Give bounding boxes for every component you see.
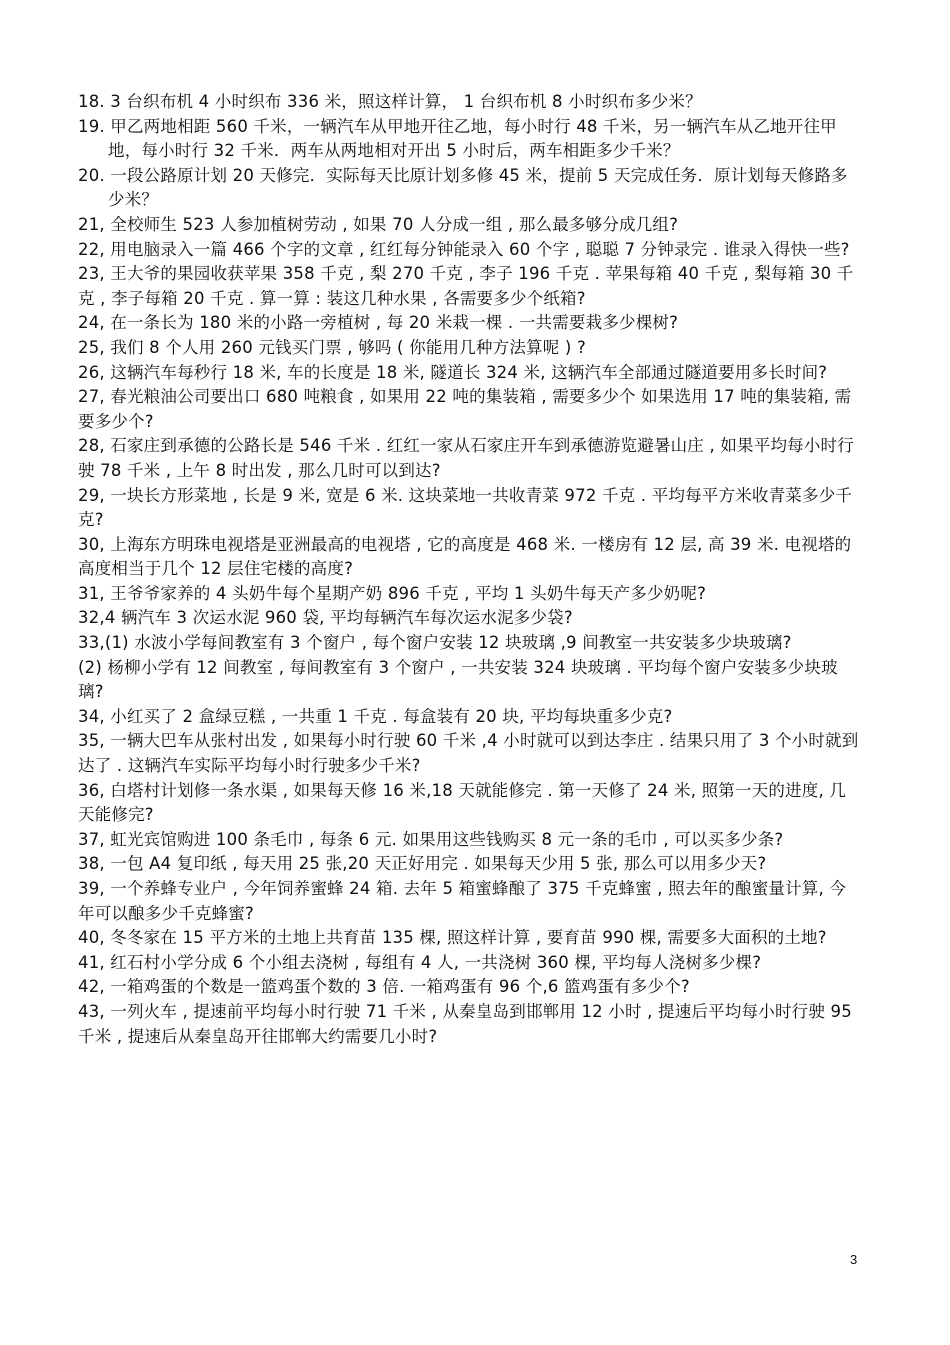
problem-24: 24, 在一条长为 180 米的小路一旁植树 , 每 20 米栽一棵 . 一共需要栽多少棵树? [78,313,679,333]
problem-40: 40, 冬冬家在 15 平方米的土地上共育苗 135 棵, 照这样计算 , 要育苗 990 棵, 需要多大面积的土地? [78,928,827,948]
problem-28: 28, 石家庄到承德的公路长是 546 千米 . 红红一家从石家庄开车到承德游览避暑山庄 , 如果平均每小时行驶 78 千米 , 上午 8 时出发 , 那么几时可以到达? [78,436,854,480]
problem-43: 43, 一列火车 , 提速前平均每小时行驶 71 千米 , 从秦皇岛到邯郸用 12 小时 , 提速后平均每小时行驶 95 千米 , 提速后从秦皇岛开往邯郸大约需要几小时? [78,1001,852,1046]
problem-18: 18. 3 台织布机 4 小时织布 336 米，照这样计算， 1 台织布机 8 小时织布多少米？ [78,92,702,111]
problem-26: 26, 这辆汽车每秒行 18 米, 车的长度是 18 米, 隧道长 324 米, 这辆汽车全部通过隧道要用多长时间? [78,362,828,382]
problem-27: 27, 春光粮油公司要出口 680 吨粮食 , 如果用 22 吨的集装箱 , 需要多少个 如果选用 17 吨的集装箱, 需要多少个? [78,387,852,431]
problem-37: 37, 虹光宾馆购进 100 条毛巾 , 每条 6 元. 如果用这些钱购买 8 元一条的毛巾 , 可以买多少条? [78,829,784,849]
problem-30: 30, 上海东方明珠电视塔是亚洲最高的电视塔 , 它的高度是 468 米. 一楼房有 12 层, 高 39 米. 电视塔的高度相当于几个 12 层住宅楼的高度? [78,534,852,579]
problem-list [78,90,862,1049]
page-number: 3 [850,1252,858,1267]
problem-33-part-2: (2) 杨柳小学有 12 间教室 , 每间教室有 3 个窗户 , 一共安装 324 块玻璃 . 平均每个窗户安装多少块玻璃? [78,657,838,702]
problem-38: 38, 一包 A4 复印纸 , 每天用 25 张,20 天正好用完 . 如果每天少用 5 张, 那么可以用多少天? [78,854,767,874]
problem-31: 31, 王爷爷家养的 4 头奶牛每个星期产奶 896 千克 , 平均 1 头奶牛每天产多少奶呢? [78,583,707,603]
problem-35: 35, 一辆大巴车从张村出发 , 如果每小时行驶 60 千米 ,4 小时就可以到达李庄 . 结果只用了 3 个小时就到达了 . 这辆汽车实际平均每小时行驶多少千米? [78,731,859,776]
problem-25: 25, 我们 8 个人用 260 元钱买门票 , 够吗 ( 你能用几种方法算呢 ) ? [78,337,586,357]
problem-32: 32,4 辆汽车 3 次运水泥 960 袋, 平均每辆汽车每次运水泥多少袋? [78,608,573,628]
problem-21: 21, 全校师生 523 人参加植树劳动 , 如果 70 人分成一组 , 那么最多够分成几组? [78,214,679,234]
problem-20: 20. 一段公路原计划 20 天修完．实际每天比原计划多修 45 米，提前 5 天完成任务．原计划每天修路多少米？ [78,165,848,210]
problem-23: 23, 王大爷的果园收获苹果 358 千克 , 梨 270 千克 , 李子 196 千克 . 苹果每箱 40 千克 , 梨每箱 30 千克 , 李子每箱 20 千克 . 算一算 : 装这几种水果 , 各需要多少个纸箱? [78,264,854,308]
problem-34: 34, 小红买了 2 盒绿豆糕 , 一共重 1 千克 . 每盒装有 20 块, 平均每块重多少克? [78,706,673,726]
problem-36: 36, 白塔村计划修一条水渠 , 如果每天修 16 米,18 天就能修完 . 第一天修了 24 米, 照第一天的进度, 几天能修完? [78,780,847,825]
problem-42: 42, 一箱鸡蛋的个数是一篮鸡蛋个数的 3 倍. 一箱鸡蛋有 96 个,6 篮鸡蛋有多少个? [78,977,690,997]
problem-29: 29, 一块长方形菜地 , 长是 9 米, 宽是 6 米. 这块菜地一共收青菜 972 千克 . 平均每平方米收青菜多少千克? [78,485,853,530]
problem-22: 22, 用电脑录入一篇 466 个字的文章 , 红红每分钟能录入 60 个字 , 聪聪 7 分钟录完 . 谁录入得快一些? [78,239,850,259]
problem-33-part-1: 33,(1) 水波小学每间教室有 3 个窗户 , 每个窗户安装 12 块玻璃 ,9 间教室一共安装多少块玻璃? [78,633,792,653]
problem-39: 39, 一个养蜂专业户 , 今年饲养蜜蜂 24 箱. 去年 5 箱蜜蜂酿了 375 千克蜂蜜 , 照去年的酿蜜量计算, 今年可以酿多少千克蜂蜜? [78,879,847,923]
problem-19: 19. 甲乙两地相距 560 千米，一辆汽车从甲地开往乙地，每小时行 48 千米，另一辆汽车从乙地开往甲地，每小时行 32 千米．两车从两地相对开出 5 小时后，两车相距多少千米？ [78,116,837,161]
problem-41: 41, 红石村小学分成 6 个小组去浇树 , 每组有 4 人, 一共浇树 360 棵, 平均每人浇树多少棵? [78,952,762,972]
